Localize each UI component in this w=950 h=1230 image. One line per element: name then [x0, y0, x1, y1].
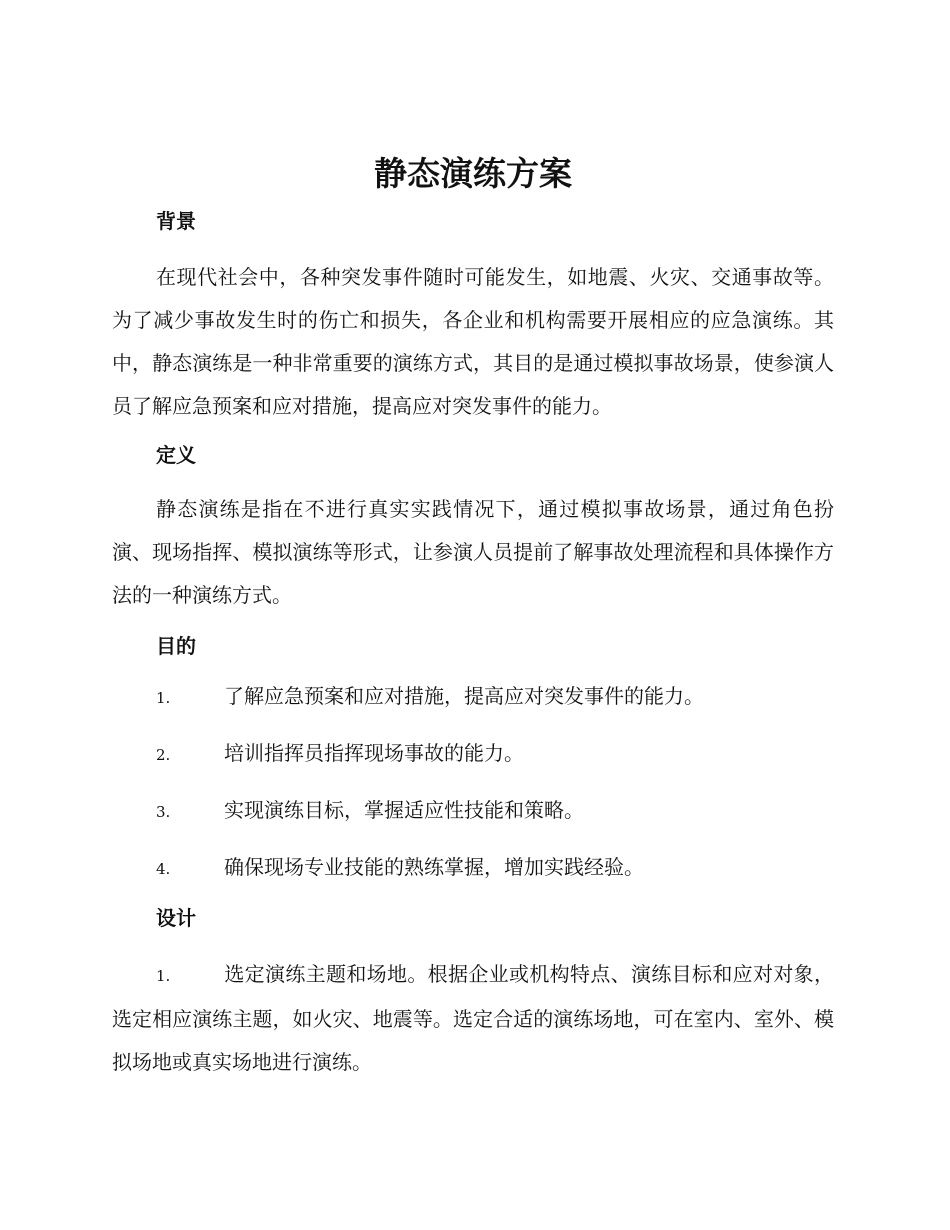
list-item-text: 实现演练目标，掌握适应性技能和策略。 [224, 798, 584, 822]
list-item-text: 选定演练主题和场地。根据企业或机构特点、演练目标和应对对象，选定相应演练主题，如火灾、地震等。选定合适的演练场地，可在室内、室外、模拟场地或真实场地进行演练。 [112, 962, 834, 1074]
list-item-number: 4. [156, 860, 171, 878]
document-page [112, 148, 834, 1084]
list-item-text: 培训指挥员指挥现场事故的能力。 [224, 741, 524, 765]
design-list-item [112, 953, 834, 1084]
list-item-text: 了解应急预案和应对措施，提高应对突发事件的能力。 [224, 684, 704, 708]
list-item [112, 846, 834, 891]
section-heading-background: 背景 [156, 209, 196, 233]
list-item-text: 确保现场专业技能的熟练掌握，增加实践经验。 [224, 855, 644, 879]
section-heading-design: 设计 [156, 906, 196, 930]
purpose-list [112, 675, 834, 891]
section-heading-purpose: 目的 [156, 634, 196, 658]
list-item-number: 2. [156, 746, 171, 764]
list-item-number: 3. [156, 803, 171, 821]
list-item-number: 1. [156, 689, 171, 707]
list-item [112, 789, 834, 834]
document-title: 静态演练方案 [374, 154, 572, 193]
list-item-number: 1. [156, 967, 171, 985]
background-paragraph: 在现代社会中，各种突发事件随时可能发生，如地震、火灾、交通事故等。为了减少事故发生时的伤亡和损失，各企业和机构需要开展相应的应急演练。其中，静态演练是一种非常重要的演练方式，其目的是通过模拟事故场景，使参演人员了解应急预案和应对措施，提高应对突发事件的能力。 [112, 265, 834, 418]
list-item [112, 675, 834, 720]
section-heading-definition: 定义 [156, 443, 196, 467]
definition-paragraph: 静态演练是指在不进行真实实践情况下，通过模拟事故场景，通过角色扮演、现场指挥、模拟演练等形式，让参演人员提前了解事故处理流程和具体操作方法的一种演练方式。 [112, 497, 834, 607]
list-item [112, 732, 834, 777]
